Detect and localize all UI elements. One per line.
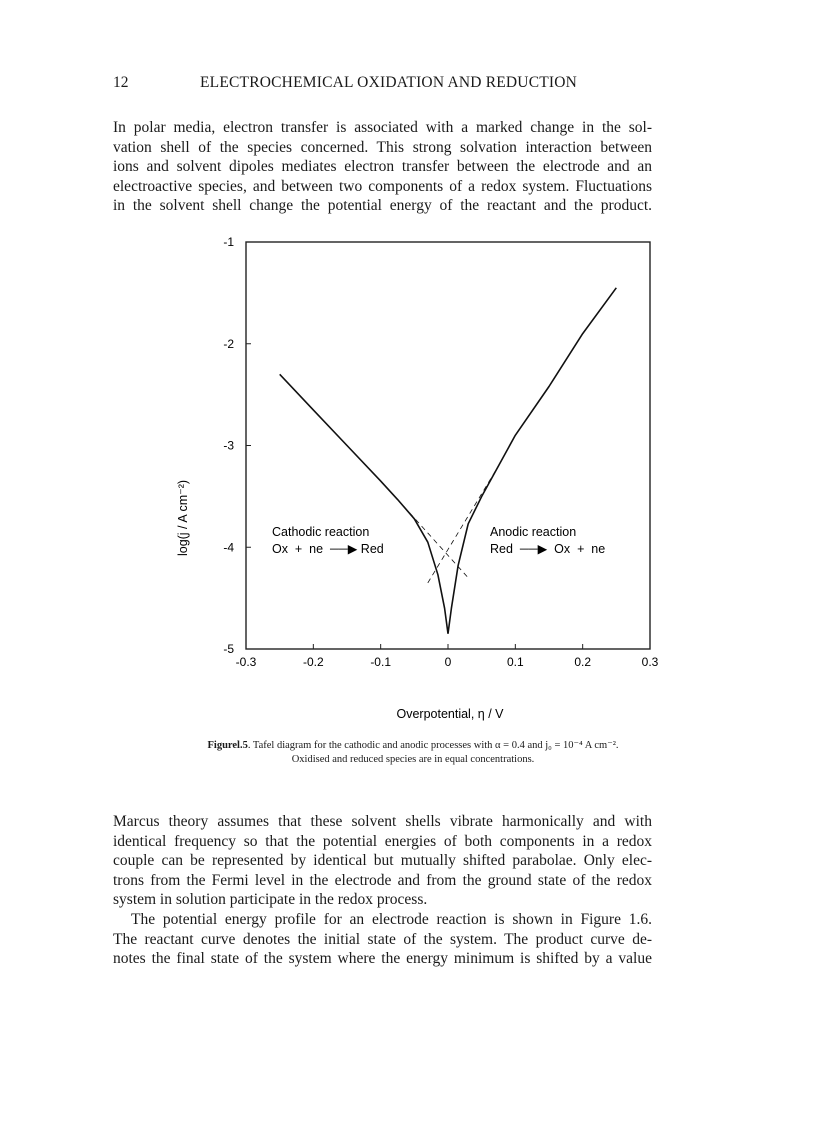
text-line: in the solvent shell change the potential energy of the reactant and the product. — [113, 197, 652, 215]
x-tick-label: -0.2 — [302, 655, 324, 669]
caption-line-2: Oxidised and reduced species are in equal concentrations. — [291, 754, 535, 765]
y-axis-label: log(j / A cm⁻²) — [176, 479, 190, 557]
series-line-0 — [280, 374, 448, 633]
text-line: In polar media, electron transfer is associated with a marked change in the sol- — [113, 119, 652, 136]
series-line-3 — [428, 466, 499, 583]
text-line: trons from the Fermi level in the electrode and from the ground state of the redox — [113, 871, 652, 889]
series-line-1 — [448, 288, 616, 634]
text-line: identical frequency so that the potential energies of both components in a redox — [113, 832, 652, 850]
x-tick-label: -0.3 — [235, 655, 257, 669]
text-line: ions and solvent dipoles mediates electron transfer between the electrode and an — [113, 158, 652, 176]
text-line: Marcus theory assumes that these solvent shells vibrate harmonically and with — [113, 813, 652, 830]
body-paragraph-2 — [113, 812, 652, 969]
y-tick-label: -5 — [223, 642, 234, 656]
tafel-figure — [160, 228, 680, 728]
x-tick-label: 0.2 — [574, 655, 592, 669]
text-line: notes the final state of the system where the energy minimum is shifted by a value — [113, 950, 652, 968]
caption-line-1: Figurel.5. Tafel diagram for the cathodic and anodic processes with α = 0.4 and j₀ = 10⁻⁴ A cm⁻². — [207, 740, 619, 751]
page-number: 12 — [113, 74, 129, 91]
x-tick-label: 0.1 — [506, 655, 524, 669]
text-line: The reactant curve denotes the initial state of the system. The product curve de- — [113, 930, 652, 948]
y-tick-label: -1 — [223, 235, 234, 249]
text-line: The potential energy profile for an electrode reaction is shown in Figure 1.6. — [131, 910, 652, 928]
page-header — [0, 74, 816, 96]
y-tick-label: -4 — [223, 540, 234, 555]
text-line: system in solution participate in the redox process. — [113, 891, 428, 909]
y-tick-label: -2 — [223, 336, 234, 351]
x-tick-label: 0 — [444, 655, 452, 669]
tafel-chart — [160, 228, 680, 728]
x-tick-label: -0.1 — [370, 655, 392, 669]
x-axis-label: Overpotential, η / V — [396, 707, 504, 721]
text-line: couple can be represented by identical but mutually shifted parabolae. Only elec- — [113, 852, 652, 870]
x-tick-label: 0.3 — [641, 655, 659, 669]
caption-text-1: Tafel diagram for the cathodic and anodic processes with α = 0.4 and j₀ = 10⁻⁴ A cm⁻². — [252, 740, 619, 751]
text-line: electroactive species, and between two components of a redox system. Fluctuations — [113, 177, 652, 195]
figure-label: Figurel.5 — [207, 740, 248, 751]
running-head: ELECTROCHEMICAL OXIDATION AND REDUCTION — [200, 74, 578, 91]
cathodic-reaction-title: Cathodic reaction — [272, 525, 370, 539]
body-paragraph-1 — [113, 118, 652, 216]
cathodic-reaction-equation: Ox + ne ──▶ Red — [272, 542, 384, 556]
figure-caption — [113, 739, 713, 767]
anodic-reaction-equation: Red ──▶ Ox + ne — [490, 542, 606, 556]
anodic-reaction-title: Anodic reaction — [490, 525, 577, 539]
plot-frame — [246, 242, 650, 649]
y-tick-label: -3 — [223, 438, 234, 453]
text-line: vation shell of the species concerned. This strong solvation interaction between — [113, 138, 652, 156]
